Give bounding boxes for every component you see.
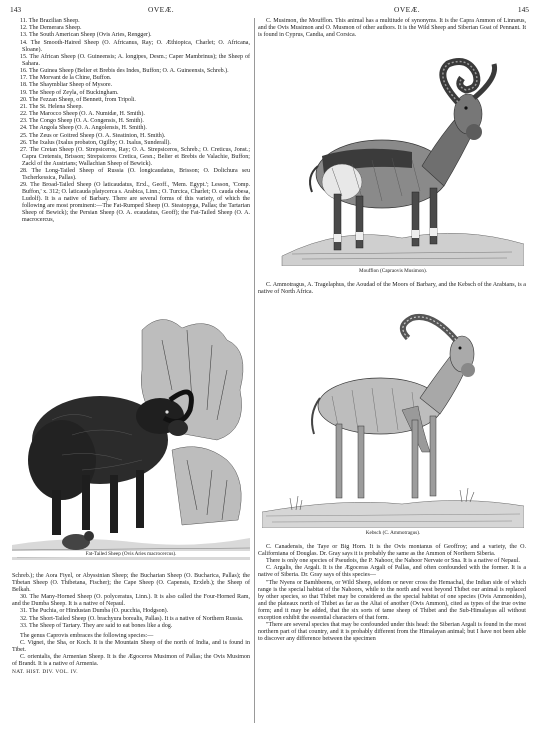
- page-number-right: 145: [517, 5, 529, 14]
- paragraph: C. Ammotragus, A. Tragelaphus, the Aoudad of the Moors of Barbary, and the Kebsch of the Arabians, is a native of North Africa.: [258, 282, 526, 295]
- fat-tailed-sheep-caption: Fat-Tailed Sheep (Ovis Aries macrocercus).: [12, 551, 250, 557]
- kebsch-caption: Kebsch (C. Ammotragus).: [365, 530, 421, 536]
- right-column-mid-text: [258, 282, 526, 296]
- list-item: 33. The Sheep of Tartary. They are said to eat bones like a dog.: [20, 622, 173, 629]
- list-item: 27. The Cretan Sheep (O. Strepsiceros, Ray; O. A. Strepsiceros, Schreb.; O. Creticus, Jonst.; Capra Cretensis, Brisson; Strepsiceros Cretica, Gesn.; Belier et Brebis de Valachie, Buffon; Zackl of the Austrians; Wallachian Sheep of Bewick).: [20, 147, 250, 167]
- fat-tailed-sheep-illustration: [12, 310, 250, 560]
- list-item: 23. The Congo Sheep (O. A. Congensis, H. Smith).: [20, 118, 144, 125]
- list-item: 17. The Morvant de la Chine, Buffon.: [20, 75, 112, 82]
- list-item: 11. The Brazilian Sheep.: [20, 18, 80, 24]
- paragraph: C. Vignei, the Sha, or Koch. It is the Mountain Sheep of the north of India, and is found in Tibet.: [12, 639, 250, 653]
- paragraph: C. Musimon, the Moufflon. This animal has a multitude of synonyms. It is the Capra Ammon of Linnæus, and the Ovis Musimon and O. Musmon of other authors. It is the Wild Sheep and Siberian Goat of Pennant. It is found in Cyprus, Candia, and Corsica.: [258, 18, 526, 38]
- list-item: 19. The Sheep of Zeyla, of Buckingham.: [20, 89, 119, 96]
- list-item: 12. The Demerara Sheep.: [20, 25, 82, 32]
- list-item: 14. The Smooth-Haired Sheep (O. Africanus, Ray; O. Æthiopica, Charlet; O. Africana, Sloane).: [20, 39, 250, 53]
- list-item: 20. The Fezzan Sheep, of Bennett, from Tripoli.: [20, 96, 136, 103]
- list-item: 31. The Puchia, or Hindustan Dumba (O. pucchia, Hodgson).: [20, 608, 169, 615]
- moufflon-illustration: [262, 56, 524, 276]
- list-item: 22. The Marocco Sheep (O. A. Numidæ, H. Smith).: [20, 111, 145, 118]
- list-item: 32. The Short-Tailed Sheep (O. brachyura borealis, Pallas). It is a native of Northern Russia.: [20, 615, 244, 622]
- footer-signature: NAT. HIST. DIV. VOL. IV.: [12, 669, 78, 676]
- list-item: 30. The Many-Horned Sheep (O. polyceratus, Linn.). It is also called the Four-Horned Ram, and the Dumba Sheep. It is a native of Nepaul.: [12, 594, 250, 608]
- paragraph: There is only one species of Pseudois, the P. Nahoor, the Nahoor Nervate or Sna. It is a native of Nepaul.: [266, 558, 520, 565]
- running-header: [10, 5, 529, 17]
- paragraph: The genus Caprovis embraces the following species:—: [20, 632, 154, 639]
- list-item: 25. The Zeus or Goitred Sheep (O. A. Steatinion, H. Smith).: [20, 132, 166, 139]
- page-number-left: 143: [10, 5, 22, 14]
- quotation: "There are several species that may be confounded under this head: the Siberian Argali is found in the most northern part of that country, and it is probably different from the Himalayan animal; but I have not been able to discover any difference between the specimen: [258, 621, 526, 642]
- list-item: 21. The St. Helena Sheep.: [20, 103, 83, 110]
- moufflon-caption: Moufflon (Capraovis Musimon).: [358, 268, 428, 274]
- column-divider: [254, 18, 255, 723]
- list-item: 15. The African Sheep (O. Guineensis; A. longipes, Desm.; Caper Mambrinus); the Sheep of Sahara.: [20, 53, 250, 67]
- left-column-top-text: [12, 18, 250, 225]
- list-item: 16. The Guinea Sheep (Belier et Brebis des Indes, Buffon; O. A. Guineensis, Schreb.).: [20, 67, 229, 74]
- quotation: "The Nyens or Bamhbeens, or Wild Sheep, seldom or never cross the Hemachal, the Indian side of which range is the special habitat of the Nahoors, while to the north and west beyond Thibet our animal is replaced by other species, so that Thibet may be considered as the special habitat of one species (Ovis Ammonides), and the plateaux north of Thibet as far as the Altai of another (Ovis Ammon), cited as types of the true ovine form; and it may be added, that the six sorts of tame sheep of Thibet and the Sub-Himalayas all without exception exhibit the essential characters of that form.: [258, 579, 526, 621]
- list-item: 24. The Angola Sheep (O. A. Angolensis, H. Smith).: [20, 125, 147, 132]
- right-column-top-text: [258, 18, 526, 39]
- paragraph: C. orientalis, the Armenian Sheep. It is the Ægoceros Musimon of Pallas; the Ovis Musimon of Brandt. It is a native of Armenia.: [12, 654, 250, 668]
- running-title-right: OVEÆ.: [394, 5, 421, 14]
- left-column-bottom-text: [12, 573, 250, 676]
- list-item: 18. The Shaymbliar Sheep of Mysore.: [20, 82, 113, 89]
- list-item: 13. The South American Sheep (Ovis Aries, Rengger).: [20, 32, 152, 39]
- kebsch-illustration: [262, 302, 524, 540]
- list-item: 29. The Broad-Tailed Sheep (O laticaudatus, Erxl., Geoff., 'Mem. Egypt.'; Lesson, 'Comp. Buffon,' x. 312; O. laticauda platycerca s. Arabica, Linn.; O. Turcica, Charlet; O. cauda obesa, Ludolf). It is a native of Barbary. There are several forms of this variety, of which the following are most prominent:—The Fat-Rumped Sheep (O. Steatopyga, Pallas; the Tartarian Sheep of Bewick); the Persian Sheep (O. A. ecaudatus, Geoff); the Fat-Tailed Sheep (O. A. macrocercus,: [20, 182, 250, 224]
- paragraph: C. Canadensis, the Taye or Big Horn. It is the Ovis montanus of Geoffroy; and a variety, the O. Californiana of Douglas. Dr. Gray says it is probably the same as the Ammon of Northern Siberia.: [258, 544, 526, 557]
- running-title-left: OVEÆ.: [148, 5, 175, 14]
- list-item: 26. The Ixalus (Ixalus probaton, Ogilby; O. Ixalus, Sunderall).: [20, 139, 171, 146]
- list-item: 28. The Long-Tailed Sheep of Russia (O. longicaudatus, Brisson; O. Dolichura seu Tscherkessica, Pallas).: [20, 168, 250, 182]
- right-column-bottom-text: [258, 544, 526, 643]
- paragraph: C. Argalis, the Argali. It is the Ægoceras Argali of Pallas, and often confounded with the former. It is a native of Siberia. Dr. Gray says of this species—: [258, 565, 526, 579]
- paragraph: Schreb.); the Aora Fiyel, or Abyssinian Sheep; the Bucharian Sheep (O. Bucharica, Pallas); the Tibetan Sheep (O. Thibetana, Fischer); the Cape Sheep (O. Capensis, Erxleb.); the Sheep of Belkah.: [12, 573, 250, 593]
